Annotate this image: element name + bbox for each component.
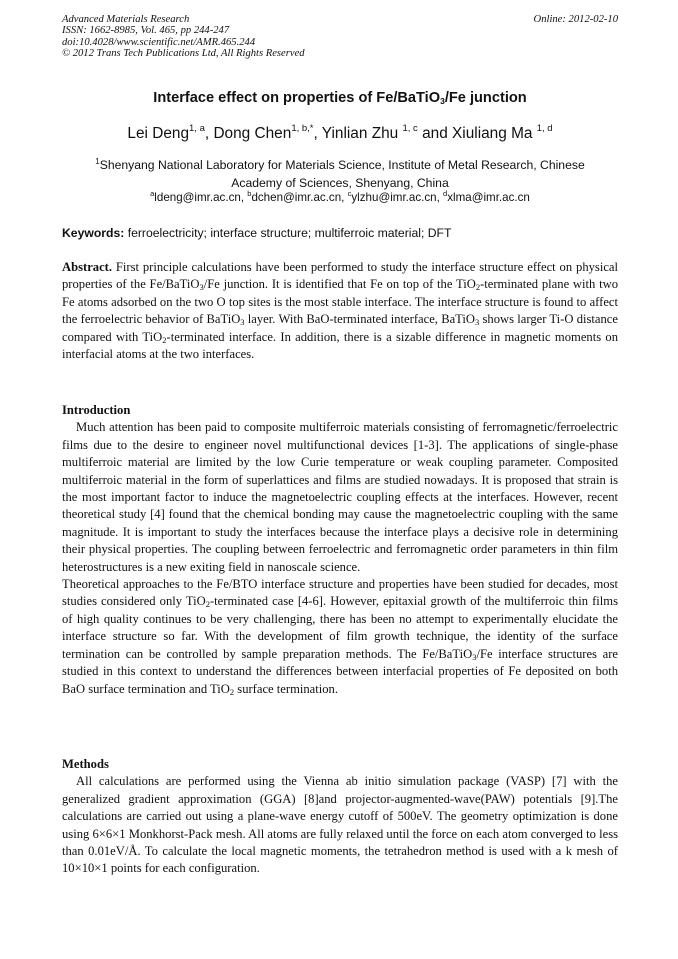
email-address: dchen@imr.ac.cn, [251,190,348,204]
keywords-label: Keywords: [62,226,125,240]
journal-header [62,14,618,60]
author-affil-mark: 1, a [189,123,205,134]
journal-name: Advanced Materials Research [62,14,190,25]
author-list: Lei Deng$^{1, a}$, Dong Chen$^{1, b,*}$, Yinlian Zhu $^{1, c}$ and Xiuliang Ma $^{1, d}$ [127,123,553,143]
author-name: Lei Deng [127,125,190,143]
author-affil-mark: 1, d [536,123,553,134]
keywords-text: ferroelectricity; interface structure; multiferroic material; DFT [124,226,452,240]
email-address: ylzhu@imr.ac.cn, [351,190,444,204]
author-name: Dong Chen [213,125,292,143]
email-address: xlma@imr.ac.cn [447,190,530,204]
methods-paragraph: All calculations are performed using the Vienna ab initio simulation package (VASP) [7] with the generalized gradient approximation (GGA) [8]and projector-augmented-wave(PAW) potentials [9].The calculations are carried out using a plane-wave energy cutoff of 500eV. The geometry optimization is done using 6×6×1 Monkhorst-Pack mesh. All atoms are fully relaxed until the force on each atom converged to less than 0.01eV/Å. To calculate the local magnetic moments, the tetrahedron method is used with a k mesh of 10×10×1 points for each configuration. [62,774,618,876]
introduction-paragraph: Theoretical approaches to the Fe/BTO interface structure and properties have been studied for decades, most studies considered only TiO$_2$-terminated case [4-6]. However, epitaxial growth of the multiferroic thin films of high quality continues to be very challenging, there has been no attempt to experimentally elucidate the interface structure so far. With the development of film growth technique, the identity of the surface termination can be controlled by sample preparation methods. The Fe/BaTiO$_3$/Fe interface structures are studied in this context to understand the differences between interfacial properties of Fe deposited on both BaO surface termination and TiO$_2$ surface termination. [62,577,618,697]
paper-title: Interface effect on properties of Fe/BaTiO$_3$/Fe junction [153,90,527,106]
author-affil-mark: 1, c [402,123,418,134]
email-list: $^a$ldeng@imr.ac.cn, $^b$dchen@imr.ac.cn, $^c$ylzhu@imr.ac.cn, $^d$xlma@imr.ac.cn [150,189,530,204]
abstract-label: Abstract. [62,260,113,274]
online-date: Online: 2012-02-10 [533,14,618,25]
keywords [62,226,618,240]
journal-issn: ISSN: 1662-8985, Vol. 465, pp 244-247 [62,25,230,37]
methods-heading: Methods [62,757,109,771]
abstract: Abstract. First principle calculations have been performed to study the interface structure effect on physical properties of the Fe/BaTiO$_3$/Fe junction. It is identified that Fe on top of the TiO$_2$-terminated plane with two Fe atoms adsorbed on the two O top sites is the most stable interface. The interface structure is found to affect the ferroelectric behavior of BaTiO$_3$ layer. With BaO-terminated interface, BaTiO$_3$ shows larger Ti-O distance compared with TiO$_2$-terminated interface. In addition, there is a sizable difference in magnetic moments on interfacial atoms at the two interfaces. [62,260,619,362]
author-name: Xiuliang Ma [452,125,537,143]
affiliation: $^1$Shenyang National Laboratory for Materials Science, Institute of Metal Research, Chinese Academy of Sciences, Shenyang, China [95,157,585,191]
author-affil-mark: 1, b,* [291,123,314,134]
methods-section [62,756,618,878]
introduction-heading: Introduction [62,403,131,417]
email-address: ldeng@imr.ac.cn, [154,190,248,204]
introduction-section [62,402,618,698]
author-name: Yinlian Zhu [321,125,403,143]
introduction-paragraph: Much attention has been paid to composite multiferroic materials consisting of ferromagnetic/ferroelectric films due to the desire to engineer novel multifunctional devices [1-3]. The applications of single-phase multiferroic material are limited by the low Curie temperature or weak coupling parameter. Composited multiferroic material in the form of superlattices and films are studied nowadays. It is proposed that strain is the most important factor to induce the magnetoelectric coupling effects at the interfaces. However, recent theoretical study [4] found that the chemical bonding may cause the magnetoelectric coupling with the same magnitude. It is important to study the interfaces because the interface plays a decisive role in determining their physical properties. The coupling between ferroelectric and ferromagnetic order parameters in thin film heterostructures is a new exiting field in nanoscale science. [62,420,618,574]
journal-copyright: © 2012 Trans Tech Publications Ltd, All Rights Reserved [62,48,305,60]
journal-doi: doi:10.4028/www.scientific.net/AMR.465.244 [62,36,256,48]
